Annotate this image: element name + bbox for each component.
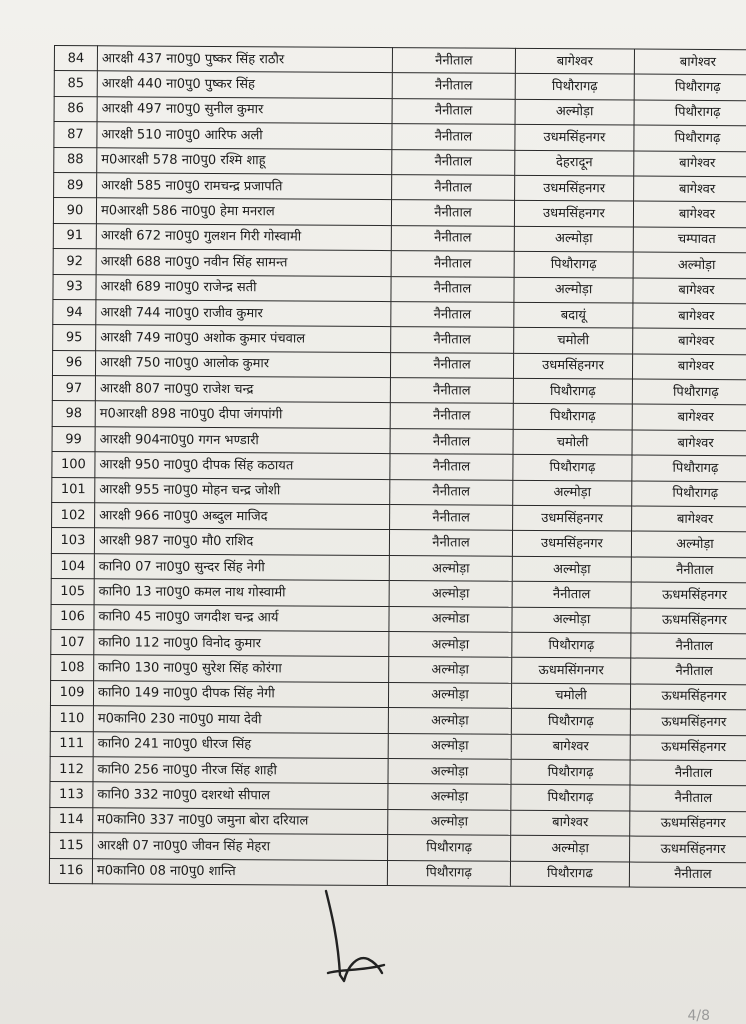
employee-name: आरक्षी 689 ना0पु0 राजेन्द्र सती [96,274,391,301]
preferred-district: पिथौरागढ़ [511,759,630,785]
employee-name: आरक्षी 672 ना0पु0 गुलशन गिरी गोस्वामी [96,223,391,250]
row-number: 85 [54,71,97,97]
allotted-district: बागेश्वर [632,354,746,380]
row-number: 90 [53,198,96,224]
preferred-district: पिथौरागढ़ [515,74,634,100]
current-district: नैनीताल [391,327,514,353]
allotted-district: पिथौरागढ़ [632,379,746,405]
row-number: 106 [51,604,94,630]
row-number: 91 [53,223,96,249]
current-district: नैनीताल [390,352,513,378]
employee-name: आरक्षी 688 ना0पु0 नवीन सिंह सामन्त [96,249,391,276]
row-number: 87 [54,122,97,148]
allotted-district: बागेश्वर [634,49,746,75]
allotted-district: नैनीताल [630,785,746,811]
row-number: 86 [54,96,97,122]
preferred-district: अल्मोड़ा [512,607,631,633]
current-district: अल्मोड़ा [389,657,512,683]
current-district: नैनीताल [390,454,513,480]
employee-name: आरक्षी 904ना0पु0 गगन भण्डारी [95,427,390,454]
preferred-district: अल्मोड़ा [514,226,633,252]
allotted-district: ऊधमसिंहनगर [631,582,746,608]
preferred-district: बागेश्वर [511,810,630,836]
row-number: 116 [49,858,92,884]
row-number: 104 [51,553,94,579]
allotted-district: अल्मोड़ा [631,531,746,557]
preferred-district: उधमसिंहनगर [513,353,632,379]
current-district: अल्मोड़ा [388,809,511,835]
allotted-district: बागेश्वर [633,303,746,329]
allotted-district: नैनीताल [631,658,746,684]
employee-name: आरक्षी 966 ना0पु0 अब्दुल माजिद [95,503,390,530]
row-number: 97 [52,376,95,402]
employee-name: कानि0 13 ना0पु0 कमल नाथ गोस्वामी [94,579,389,606]
allotted-district: बागेश्वर [632,430,746,456]
current-district: नैनीताल [391,251,514,277]
allotted-district: नैनीताल [631,557,746,583]
current-district: नैनीताल [391,276,514,302]
signature-mark [318,885,388,985]
employee-name: आरक्षी 07 ना0पु0 जीवन सिंह मेहरा [93,833,388,860]
transfer-table-body [49,46,746,888]
allotted-district: ऊधमसिंहनगर [630,836,746,862]
current-district: नैनीताल [392,73,515,99]
allotted-district: बागेश्वर [633,278,746,304]
preferred-district: अल्मोड़ा [512,556,631,582]
allotted-district: बागेश्वर [633,328,746,354]
row-number: 110 [50,706,93,732]
current-district: नैनीताल [389,530,512,556]
table-row [49,858,746,888]
current-district: नैनीताल [391,225,514,251]
row-number: 107 [51,629,94,655]
employee-name: आरक्षी 510 ना0पु0 आरिफ अली [97,122,392,149]
allotted-district: पिथौरागढ़ [634,125,746,151]
preferred-district: पिथौरागढ़ [513,404,632,430]
row-number: 114 [50,807,93,833]
current-district: नैनीताल [390,403,513,429]
preferred-district: पिथौरागढ़ [513,455,632,481]
transfer-table [49,45,746,888]
current-district: नैनीताल [390,479,513,505]
preferred-district: चमोली [514,328,633,354]
preferred-district: देहरादून [515,150,634,176]
row-number: 99 [52,426,95,452]
employee-name: आरक्षी 750 ना0पु0 आलोक कुमार [95,350,390,377]
preferred-district: पिथौरागढ़ [511,708,630,734]
allotted-district: पिथौरागढ़ [634,100,746,126]
current-district: अल्मोडा [389,606,512,632]
allotted-district: बागेश्वर [632,506,746,532]
allotted-district: ऊधमसिंहनगर [631,608,746,634]
current-district: नैनीताल [392,175,515,201]
page-number: 4/8 [687,1008,710,1024]
current-district: नैनीताल [390,428,513,454]
row-number: 102 [52,503,95,529]
employee-name: कानि0 45 ना0पु0 जगदीश चन्द्र आर्य [94,604,389,631]
preferred-district: बदायूं [514,302,633,328]
preferred-district: उधमसिंहनगर [512,531,631,557]
current-district: अल्मोड़ा [389,581,512,607]
row-number: 109 [50,680,93,706]
preferred-district: पिथौरागढ [510,861,629,887]
current-district: अल्मोड़ा [388,784,511,810]
row-number: 93 [53,274,96,300]
employee-name: आरक्षी 987 ना0पु0 मौ0 राशिद [94,528,389,555]
employee-name: आरक्षी 440 ना0पु0 पुष्कर सिंह [97,71,392,98]
row-number: 88 [54,147,97,173]
current-district: अल्मोड़ा [388,708,511,734]
allotted-district: ऊधमसिंहनगर [630,735,746,761]
employee-name: आरक्षी 807 ना0पु0 राजेश चन्द्र [95,376,390,403]
current-district: नैनीताल [392,98,515,124]
employee-name: कानि0 07 ना0पु0 सुन्दर सिंह नेगी [94,554,389,581]
allotted-district: ऊधमसिंहनगर [630,811,746,837]
employee-name: कानि0 130 ना0पु0 सुरेश सिंह कोरंगा [94,655,389,682]
current-district: नैनीताल [390,378,513,404]
allotted-district: अल्मोड़ा [633,252,746,278]
preferred-district: उधमसिंहनगर [515,124,634,150]
preferred-district: अल्मोड़ा [514,277,633,303]
preferred-district: अल्मोड़ा [511,835,630,861]
preferred-district: बागेश्वर [511,734,630,760]
employee-name: म0कानि0 337 ना0पु0 जमुना बोरा दरियाल [93,807,388,834]
employee-name: कानि0 149 ना0पु0 दीपक सिंह नेगी [93,681,388,708]
preferred-district: ऊधमसिंगनगर [512,658,631,684]
employee-name: आरक्षी 955 ना0पु0 मोहन चन्द्र जोशी [95,477,390,504]
current-district: अल्मोड़ा [388,733,511,759]
current-district: पिथौरागढ़ [387,860,510,886]
employee-name: आरक्षी 497 ना0पु0 सुनील कुमार [97,97,392,124]
employee-name: आरक्षी 950 ना0पु0 दीपक सिंह कठायत [95,452,390,479]
employee-name: आरक्षी 437 ना0पु0 पुष्कर सिंह राठौर [97,46,392,73]
employee-name: आरक्षी 749 ना0पु0 अशोक कुमार पंचवाल [96,325,391,352]
row-number: 115 [50,833,93,859]
row-number: 84 [54,46,97,72]
row-number: 108 [51,655,94,681]
preferred-district: पिथौरागढ़ [512,632,631,658]
allotted-district: पिथौरागढ़ [632,481,746,507]
current-district: अल्मोड़ा [388,682,511,708]
row-number: 101 [52,477,95,503]
current-district: अल्मोड़ा [388,758,511,784]
allotted-district: नैनीताल [630,760,746,786]
preferred-district: अल्मोड़ा [513,480,632,506]
row-number: 96 [52,350,95,376]
row-number: 89 [54,172,97,198]
row-number: 100 [52,452,95,478]
preferred-district: पिथौरागढ़ [513,378,632,404]
preferred-district: उधमसिंहनगर [515,175,634,201]
current-district: नैनीताल [392,124,515,150]
preferred-district: नैनीताल [512,582,631,608]
allotted-district: चम्पावत [633,227,746,253]
employee-name: म0कानि0 230 ना0पु0 माया देवी [93,706,388,733]
employee-name: म0आरक्षी 578 ना0पु0 रश्मि शाहू [97,147,392,174]
allotted-district: नैनीताल [629,862,746,888]
preferred-district: उधमसिंहनगर [514,201,633,227]
current-district: नैनीताल [391,301,514,327]
preferred-district: बागेश्वर [515,48,634,74]
preferred-district: पिथौरागढ़ [514,251,633,277]
allotted-district: नैनीताल [631,633,746,659]
allotted-district: पिथौरागढ़ [634,74,746,100]
current-district: अल्मोड़ा [389,632,512,658]
row-number: 95 [53,325,96,351]
allotted-district: बागेश्वर [634,151,746,177]
allotted-district: ऊधमसिंहनगर [630,709,746,735]
preferred-district: अल्मोड़ा [515,99,634,125]
employee-name: म0आरक्षी 898 ना0पु0 दीपा जंगपांगी [95,401,390,428]
row-number: 111 [50,731,93,757]
employee-name: कानि0 256 ना0पु0 नीरज सिंह शाही [93,757,388,784]
employee-name: कानि0 112 ना0पु0 विनोद कुमार [94,630,389,657]
row-number: 92 [53,249,96,275]
employee-name: म0कानि0 08 ना0पु0 शान्ति [92,858,387,885]
employee-name: आरक्षी 744 ना0पु0 राजीव कुमार [96,300,391,327]
allotted-district: बागेश्वर [632,405,746,431]
current-district: नैनीताल [390,505,513,531]
row-number: 113 [50,782,93,808]
preferred-district: पिथौरागढ़ [511,785,630,811]
allotted-district: बागेश्वर [634,176,746,202]
row-number: 103 [51,528,94,554]
allotted-district: पिथौरागढ़ [632,455,746,481]
current-district: नैनीताल [392,48,515,74]
allotted-district: ऊधमसिंहनगर [630,684,746,710]
current-district: नैनीताल [392,149,515,175]
row-number: 98 [52,401,95,427]
row-number: 105 [51,579,94,605]
row-number: 94 [53,299,96,325]
row-number: 112 [50,756,93,782]
current-district: नैनीताल [391,200,514,226]
current-district: पिथौरागढ़ [388,835,511,861]
preferred-district: उधमसिंहनगर [513,505,632,531]
preferred-district: चमोली [513,429,632,455]
preferred-district: चमोली [511,683,630,709]
allotted-district: बागेश्वर [633,201,746,227]
current-district: अल्मोड़ा [389,555,512,581]
employee-name: कानि0 241 ना0पु0 धीरज सिंह [93,731,388,758]
employee-name: म0आरक्षी 586 ना0पु0 हेमा मनराल [96,198,391,225]
employee-name: कानि0 332 ना0पु0 दशरथो सीपाल [93,782,388,809]
employee-name: आरक्षी 585 ना0पु0 रामचन्द्र प्रजापति [97,173,392,200]
